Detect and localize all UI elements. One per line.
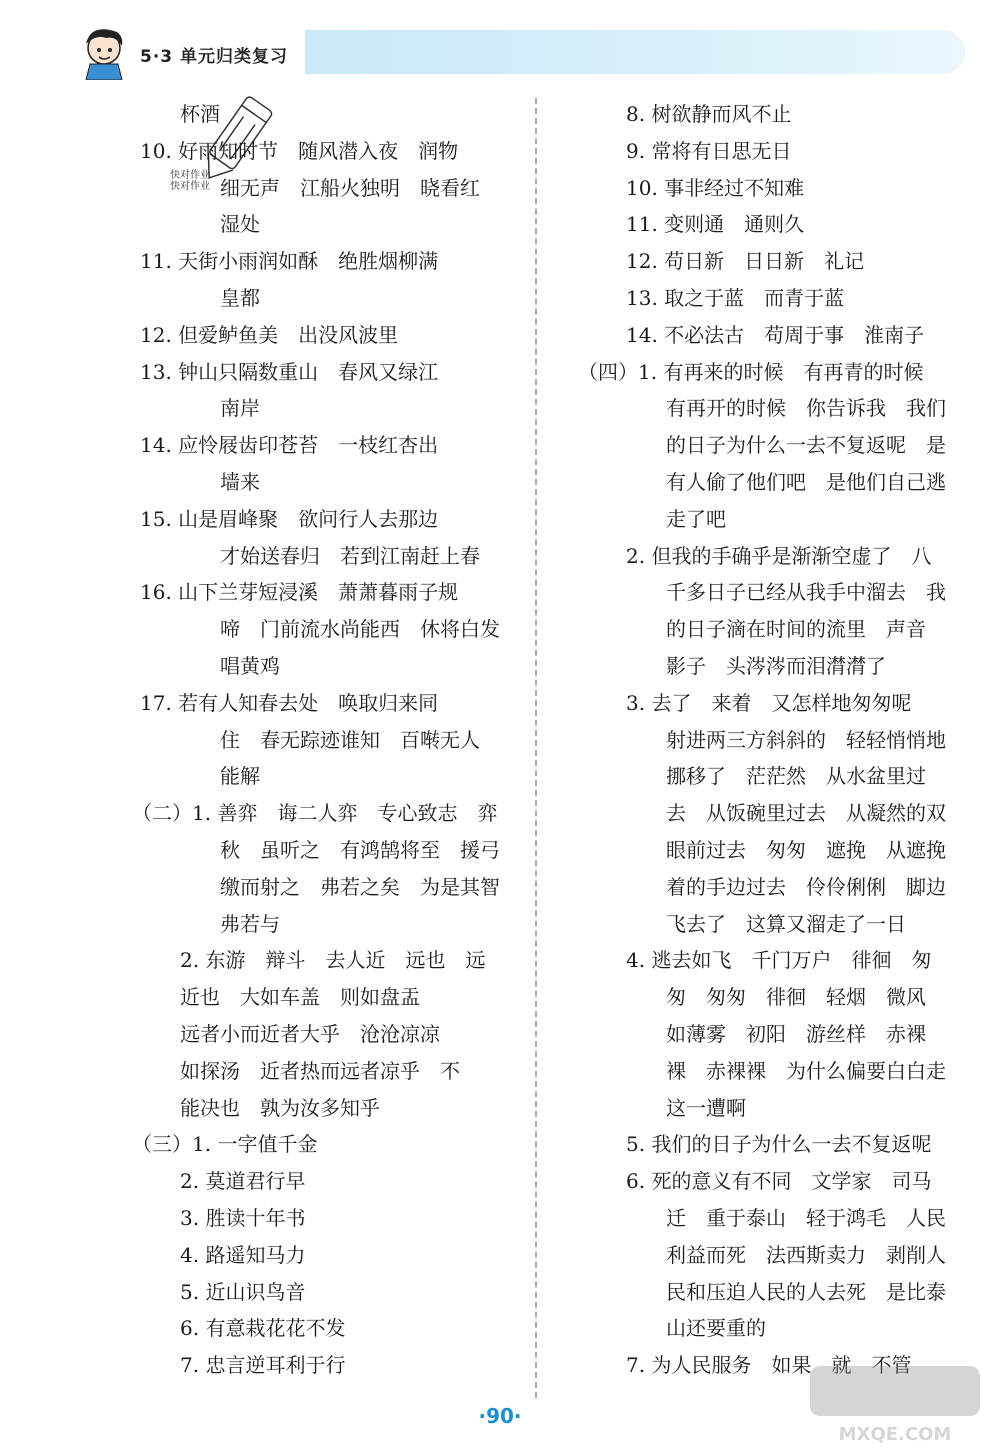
answer-line: 有再开的时候 你告诉我 我们 — [666, 396, 946, 421]
answer-line: 的日子滴在时间的流里 声音 — [666, 617, 926, 642]
answer-line: 射进两三方斜斜的 轻轻悄悄地 — [666, 727, 946, 752]
answer-line: 4. 路遥知马力 — [180, 1242, 306, 1267]
answer-line: 的日子为什么一去不复返呢 是 — [666, 433, 946, 458]
answer-line: 匆 匆匆 徘徊 轻烟 微风 — [666, 985, 926, 1010]
answer-line: 能决也 孰为汝多知乎 — [180, 1095, 380, 1120]
answer-line: 细无声 江船火独明 晓看红 — [220, 175, 480, 200]
answer-line: （三）1. 一字值千金 — [132, 1132, 318, 1157]
answer-line: 11. 变则通 通则久 — [626, 212, 805, 237]
header-title: 5·3 单元归类复习 — [140, 47, 289, 67]
answer-line: 唱黄鸡 — [220, 653, 280, 678]
answer-line: 10. 好雨知时节 随风潜入夜 润物 — [140, 138, 459, 163]
answer-line: 10. 事非经过不知难 — [626, 175, 805, 200]
answer-line: 利益而死 法西斯卖力 剥削人 — [666, 1242, 946, 1267]
answer-line: 远者小而近者大乎 沧沧凉凉 — [180, 1021, 440, 1046]
answer-line: 11. 天街小雨润如酥 绝胜烟柳满 — [140, 249, 439, 274]
answer-line: 能解 — [220, 764, 260, 789]
answer-line: 民和压迫人民的人去死 是比泰 — [666, 1279, 946, 1304]
answer-line: 裸 赤裸裸 为什么偏要白白走 — [666, 1058, 946, 1083]
answer-line: 去 从饭碗里过去 从凝然的双 — [666, 801, 946, 826]
column-divider — [535, 98, 537, 1398]
answer-line: 17. 若有人知春去处 唤取归来同 — [140, 690, 439, 715]
answer-line: 南岸 — [220, 396, 260, 421]
answer-line: 才始送春归 若到江南赶上春 — [220, 543, 480, 568]
page-number: ·90· — [478, 1404, 522, 1428]
answer-line: 杯酒 — [180, 102, 220, 126]
answer-line: （四）1. 有再来的时候 有再青的时候 — [578, 359, 924, 384]
watermark-logo-icon — [800, 1360, 990, 1450]
answer-line: 影子 头涔涔而泪潸潸了 — [666, 653, 886, 678]
answer-line: 16. 山下兰芽短浸溪 萧萧暮雨子规 — [140, 580, 459, 605]
answer-line: 4. 逃去如飞 千门万户 徘徊 匆 — [626, 948, 932, 973]
watermark-text: MXQE.COM — [838, 1424, 952, 1445]
answer-line: 千多日子已经从我手中溜去 我 — [666, 580, 946, 605]
header-band — [305, 30, 965, 74]
answer-line: 3. 去了 来着 又怎样地匆匆呢 — [626, 690, 912, 715]
answer-line: 啼 门前流水尚能西 休将白发 — [220, 617, 500, 642]
answer-line: （二）1. 善弈 诲二人弈 专心致志 弈 — [132, 801, 498, 826]
answer-line: 5. 近山识鸟音 — [180, 1279, 306, 1304]
answer-line: 山还要重的 — [666, 1316, 766, 1341]
answer-line: 墙来 — [220, 469, 260, 494]
answer-line: 眼前过去 匆匆 遮挽 从遮挽 — [666, 837, 946, 862]
answer-line: 7. 忠言逆耳利于行 — [180, 1353, 346, 1378]
answer-line: 皇都 — [220, 285, 260, 310]
answer-line: 2. 但我的手确乎是渐渐空虚了 八 — [626, 543, 932, 568]
answer-line: 缴而射之 弗若之矣 为是其智 — [220, 874, 500, 899]
answer-line: 9. 常将有日思无日 — [626, 138, 792, 163]
answer-line: 2. 东游 辩斗 去人近 远也 远 — [180, 948, 486, 973]
answer-line: 14. 不必法古 苟周于事 淮南子 — [626, 322, 925, 347]
answer-line: 13. 取之于蓝 而青于蓝 — [626, 285, 845, 310]
answer-line: 着的手边过去 伶伶俐俐 脚边 — [666, 874, 946, 899]
answer-line: 13. 钟山只隔数重山 春风又绿江 — [140, 359, 439, 384]
answer-line: 5. 我们的日子为什么一去不复返呢 — [626, 1132, 932, 1157]
answer-line: 15. 山是眉峰聚 欲问行人去那边 — [140, 506, 439, 531]
answer-line: 6. 有意栽花花不发 — [180, 1316, 346, 1341]
stamp-line: 快对作业 — [170, 170, 210, 181]
answer-line: 飞去了 这算又溜走了一日 — [666, 911, 906, 936]
page-header — [60, 22, 970, 78]
answer-line: 住 春无踪迹谁知 百啭无人 — [220, 727, 480, 752]
answer-line: 湿处 — [220, 212, 260, 237]
answer-line: 挪移了 茫茫然 从水盆里过 — [666, 764, 926, 789]
answer-line: 如探汤 近者热而远者凉乎 不 — [180, 1058, 460, 1083]
answer-line: 7. 为人民服务 如果 就 不管 — [626, 1353, 912, 1378]
answer-line: 迁 重于泰山 轻于鸿毛 人民 — [666, 1205, 946, 1230]
answer-line: 14. 应怜屐齿印苍苔 一枝红杏出 — [140, 433, 439, 458]
stamp-line: 快对作业 — [170, 181, 210, 192]
answer-line: 如薄雾 初阳 游丝样 赤裸 — [666, 1021, 926, 1046]
answer-line: 6. 死的意义有不同 文学家 司马 — [626, 1169, 932, 1194]
answer-line: 近也 大如车盖 则如盘盂 — [180, 985, 420, 1010]
answer-line: 有人偷了他们吧 是他们自己逃 — [666, 469, 946, 494]
answer-line: 12. 苟日新 日日新 礼记 — [626, 249, 865, 274]
answer-line: 8. 树欲静而风不止 — [626, 102, 792, 126]
answer-line: 这一遭啊 — [666, 1095, 746, 1120]
boy-mascot-icon — [70, 24, 136, 80]
answer-line: 秋 虽听之 有鸿鹄将至 援弓 — [220, 837, 500, 862]
answer-line: 12. 但爱鲈鱼美 出没风波里 — [140, 322, 399, 347]
answer-line: 走了吧 — [666, 506, 726, 531]
answer-line: 弗若与 — [220, 911, 280, 936]
answer-line: 2. 莫道君行早 — [180, 1169, 306, 1194]
right-column — [578, 96, 976, 1384]
left-column — [132, 96, 530, 1384]
answer-line: 3. 胜读十年书 — [180, 1205, 306, 1230]
